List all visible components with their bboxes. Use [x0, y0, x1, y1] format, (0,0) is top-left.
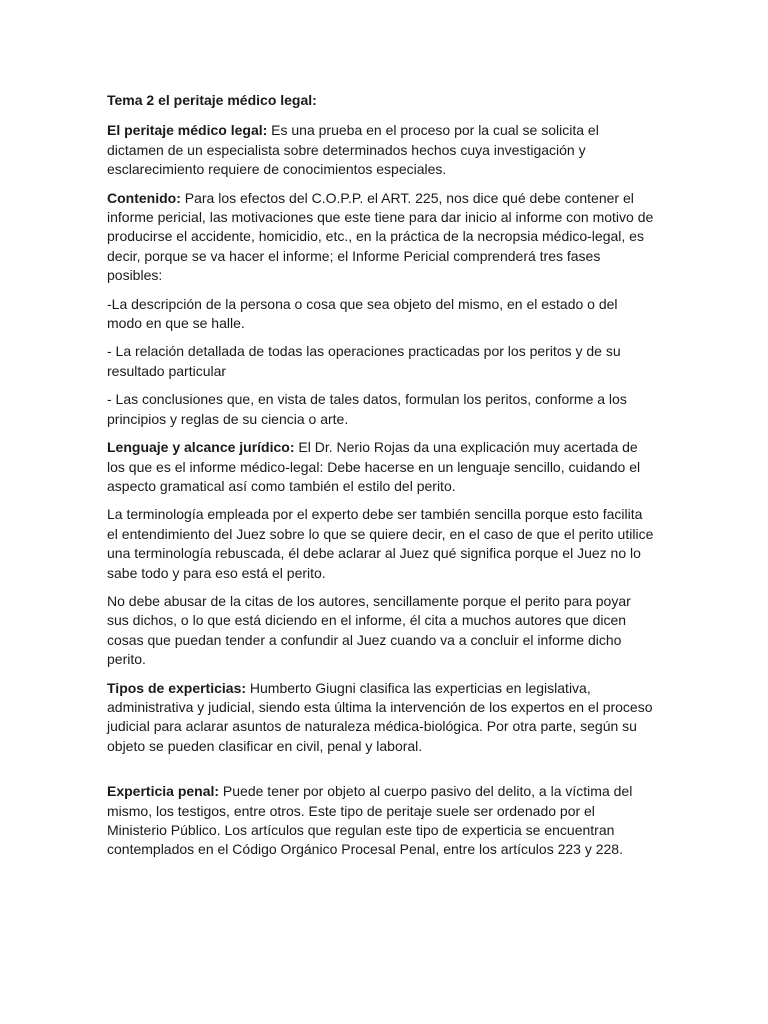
paragraph-label: Contenido: — [107, 189, 181, 206]
paragraph-text: - Las conclusiones que, en vista de tales datos, formulan los peritos, conforme a los principios y reglas de su ciencia o arte. — [107, 391, 627, 427]
paragraph-fase-descripcion — [107, 295, 655, 334]
document-title: Tema 2 el peritaje médico legal: — [107, 92, 317, 108]
paragraph-text: - La relación detallada de todas las operaciones practicadas por los peritos y de su resultado particular — [107, 343, 621, 379]
paragraph-terminologia — [107, 505, 655, 583]
paragraph-text: -La descripción de la persona o cosa que sea objeto del mismo, en el estado o del modo en que se halle. — [107, 295, 618, 332]
paragraph-text: Para los efectos del C.O.P.P. el ART. 225, nos dice qué debe contener el informe pericial, las motivaciones que este tiene para dar inicio al informe con motivo de producirse el accidente, homicidio, etc., en la práctica de la necropsia médico-legal, es decir, porque se va hacer el informe; el Informe Pericial comprenderá tres fases posibles: — [107, 189, 654, 284]
paragraph-fase-conclusiones — [107, 390, 655, 429]
paragraph-fase-relacion — [107, 342, 655, 381]
paragraph-text: Puede tener por objeto al cuerpo pasivo del delito, a la víctima del mismo, los testigos, entre otros. Este tipo de peritaje suele ser ordenado por el Ministerio Público. Los artículos que regulan este tipo de experticia se encuentran contemplados en el Código Orgánico Procesal Penal, entre los artículos 223 y 228. — [107, 783, 633, 858]
paragraph-label: Experticia penal: — [107, 783, 220, 800]
paragraph-peritaje — [107, 121, 655, 179]
paragraph-text: No debe abusar de la citas de los autores, sencillamente porque el perito para poyar sus dichos, o lo que está diciendo en el informe, él cita a muchos autores que dicen cosas que puedan tender a confundir al Juez cuando va a concluir el informe dicho perito. — [107, 592, 631, 668]
paragraph-contenido — [107, 189, 655, 286]
paragraph-experticia-penal — [107, 782, 655, 860]
paragraph-text: Humberto Giugni clasifica las experticias en legislativa, administrativa y judicial, siendo esta última la intervención de los expertos en el proceso judicial para aclarar asuntos de naturaleza médica-biológica. Por otra parte, según su objeto se pueden clasificar en civil, penal y laboral. — [107, 679, 653, 754]
paragraph-text: La terminología empleada por el experto debe ser también sencilla porque esto facilita el entendimiento del Juez sobre lo que se quiere decir, en el caso de que el perito utilice una terminología rebuscada, él debe aclarar al Juez qué significa porque el Juez no lo sabe todo y para eso está el perito. — [107, 506, 654, 581]
paragraph-label: Tipos de experticias: — [107, 679, 247, 696]
paragraph-citas — [107, 592, 655, 670]
paragraph-text: Es una prueba en el proceso por la cual se solicita el dictamen de un especialista sobre determinados hechos cuya investigación y esclarecimiento requiere de conocimientos especiales. — [107, 122, 599, 178]
document-page — [107, 91, 655, 869]
paragraph-tipos — [107, 679, 655, 757]
paragraph-text: El Dr. Nerio Rojas da una explicación muy acertada de los que es el informe médico-legal: Debe hacerse en un lenguaje sencillo, cuidando el aspecto gramatical así como también el estilo del perito. — [107, 439, 641, 494]
paragraph-lenguaje — [107, 438, 655, 496]
paragraph-label: Lenguaje y alcance jurídico: — [107, 439, 295, 456]
paragraph-label: El peritaje médico legal: — [107, 122, 268, 139]
